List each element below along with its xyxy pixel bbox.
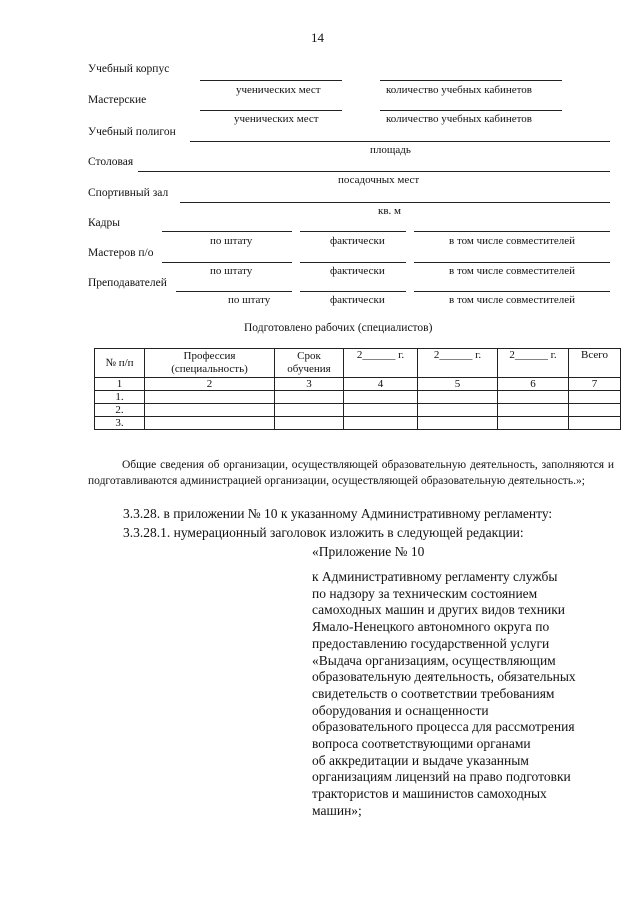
appendix-line: вопроса соответствующими органами bbox=[312, 736, 531, 752]
col-header: Срок обучения bbox=[275, 349, 344, 378]
table-cell bbox=[418, 391, 498, 404]
caption: количество учебных кабинетов bbox=[386, 113, 532, 125]
field-line bbox=[414, 231, 610, 232]
table-cell: 2. bbox=[95, 404, 145, 417]
appendix-line: организациям лицензий на право подготовки bbox=[312, 769, 571, 785]
field-line bbox=[380, 80, 562, 81]
caption: в том числе совместителей bbox=[449, 294, 576, 306]
caption: ученических мест bbox=[234, 113, 319, 125]
field-line bbox=[190, 141, 610, 142]
stolovaya-label: Столовая bbox=[88, 156, 134, 168]
field-line bbox=[162, 231, 292, 232]
caption: фактически bbox=[330, 294, 385, 306]
appendix-line: оборудования и оснащенности bbox=[312, 702, 489, 718]
appendix-title: «Приложение № 10 bbox=[312, 544, 425, 559]
field-line bbox=[300, 291, 406, 292]
appendix-line: образовательную деятельность, обязательных bbox=[312, 669, 576, 685]
table-cell: 1. bbox=[95, 391, 145, 404]
table-cell: 3. bbox=[95, 417, 145, 430]
appendix-line: машин»; bbox=[312, 802, 362, 818]
field-line bbox=[300, 231, 406, 232]
prepodavateli-label: Преподавателей bbox=[88, 277, 167, 289]
table-cell: 4 bbox=[344, 378, 418, 391]
closing-note: Общие сведения об организации, осуществляющей образовательную деятельность, заполняются и подготавливаются администрацией организации, осуществляющей образовательную деятельность.»; bbox=[88, 459, 614, 487]
caption: фактически bbox=[330, 265, 385, 277]
field-line bbox=[200, 110, 342, 111]
appendix-line: к Административному регламенту службы bbox=[312, 569, 558, 584]
caption: по штату bbox=[210, 265, 253, 277]
table-cell bbox=[275, 391, 344, 404]
table-cell bbox=[344, 404, 418, 417]
table-cell bbox=[145, 391, 275, 404]
table-title: Подготовлено рабочих (специалистов) bbox=[244, 322, 433, 334]
appendix-heading-block bbox=[312, 569, 576, 820]
prepared-workers-table bbox=[94, 348, 621, 430]
table-cell bbox=[498, 391, 569, 404]
caption: ученических мест bbox=[236, 84, 321, 96]
field-line bbox=[162, 262, 292, 263]
field-line bbox=[138, 171, 610, 172]
caption: кв. м bbox=[378, 205, 401, 217]
table-number-row bbox=[95, 378, 621, 391]
table-cell: 6 bbox=[498, 378, 569, 391]
kadry-label: Кадры bbox=[88, 217, 120, 229]
field-line bbox=[414, 262, 610, 263]
sportzal-label: Спортивный зал bbox=[88, 187, 169, 199]
table-cell bbox=[498, 404, 569, 417]
caption: в том числе совместителей bbox=[449, 265, 576, 277]
table-cell bbox=[569, 404, 621, 417]
table-cell: 2 bbox=[145, 378, 275, 391]
table-row bbox=[95, 391, 621, 404]
caption: количество учебных кабинетов bbox=[386, 84, 532, 96]
table-cell bbox=[498, 417, 569, 430]
appendix-line: самоходных машин и других видов техники bbox=[312, 602, 565, 618]
appendix-line: по надзору за техническим состоянием bbox=[312, 585, 538, 601]
mastera-label: Мастеров п/о bbox=[88, 247, 154, 259]
clause-3-3-28: 3.3.28. в приложении № 10 к указанному Административному регламенту: bbox=[123, 506, 553, 521]
caption: фактически bbox=[330, 235, 385, 247]
caption: посадочных мест bbox=[338, 174, 420, 186]
col-header: 2______ г. bbox=[498, 349, 569, 378]
table-cell bbox=[569, 417, 621, 430]
col-header: Профессия (специальность) bbox=[145, 349, 275, 378]
caption: в том числе совместителей bbox=[449, 235, 576, 247]
appendix-line: свидетельств о соответствии требованиям bbox=[312, 685, 555, 701]
table-cell bbox=[569, 391, 621, 404]
caption: площадь bbox=[370, 144, 411, 156]
table-cell: 1 bbox=[95, 378, 145, 391]
appendix-line: «Выдача организациям, осуществляющим bbox=[312, 652, 556, 668]
appendix-line: об аккредитации и выдаче указанным bbox=[312, 752, 529, 768]
caption: по штату bbox=[228, 294, 271, 306]
field-line bbox=[414, 291, 610, 292]
table-header-row bbox=[95, 349, 621, 378]
caption: по штату bbox=[210, 235, 253, 247]
table-row bbox=[95, 404, 621, 417]
field-line bbox=[380, 110, 562, 111]
uchebny-korpus-label: Учебный корпус bbox=[88, 63, 170, 75]
field-line bbox=[176, 291, 292, 292]
field-line bbox=[300, 262, 406, 263]
table-cell bbox=[344, 417, 418, 430]
field-line bbox=[200, 80, 342, 81]
col-header: 2______ г. bbox=[418, 349, 498, 378]
table-row bbox=[95, 417, 621, 430]
col-header: 2______ г. bbox=[344, 349, 418, 378]
table-cell bbox=[145, 417, 275, 430]
table-cell bbox=[344, 391, 418, 404]
table-cell: 5 bbox=[418, 378, 498, 391]
col-header: Всего bbox=[569, 349, 621, 378]
appendix-line: предоставлению государственной услуги bbox=[312, 635, 550, 651]
appendix-line: трактористов и машинистов самоходных bbox=[312, 786, 547, 802]
table-cell: 7 bbox=[569, 378, 621, 391]
table-cell bbox=[145, 404, 275, 417]
appendix-line: образовательного процесса для рассмотрения bbox=[312, 719, 575, 735]
clause-3-3-28-1: 3.3.28.1. нумерационный заголовок изложить в следующей редакции: bbox=[123, 525, 524, 540]
table-cell: 3 bbox=[275, 378, 344, 391]
table-cell bbox=[275, 417, 344, 430]
table-cell bbox=[418, 417, 498, 430]
poligon-label: Учебный полигон bbox=[88, 126, 176, 138]
table-cell bbox=[418, 404, 498, 417]
appendix-line: Ямало-Ненецкого автономного округа по bbox=[312, 619, 550, 635]
field-line bbox=[180, 202, 610, 203]
col-header: № п/п bbox=[95, 349, 145, 378]
masterskie-label: Мастерские bbox=[88, 94, 147, 106]
table-cell bbox=[275, 404, 344, 417]
page-number: 14 bbox=[311, 30, 324, 45]
